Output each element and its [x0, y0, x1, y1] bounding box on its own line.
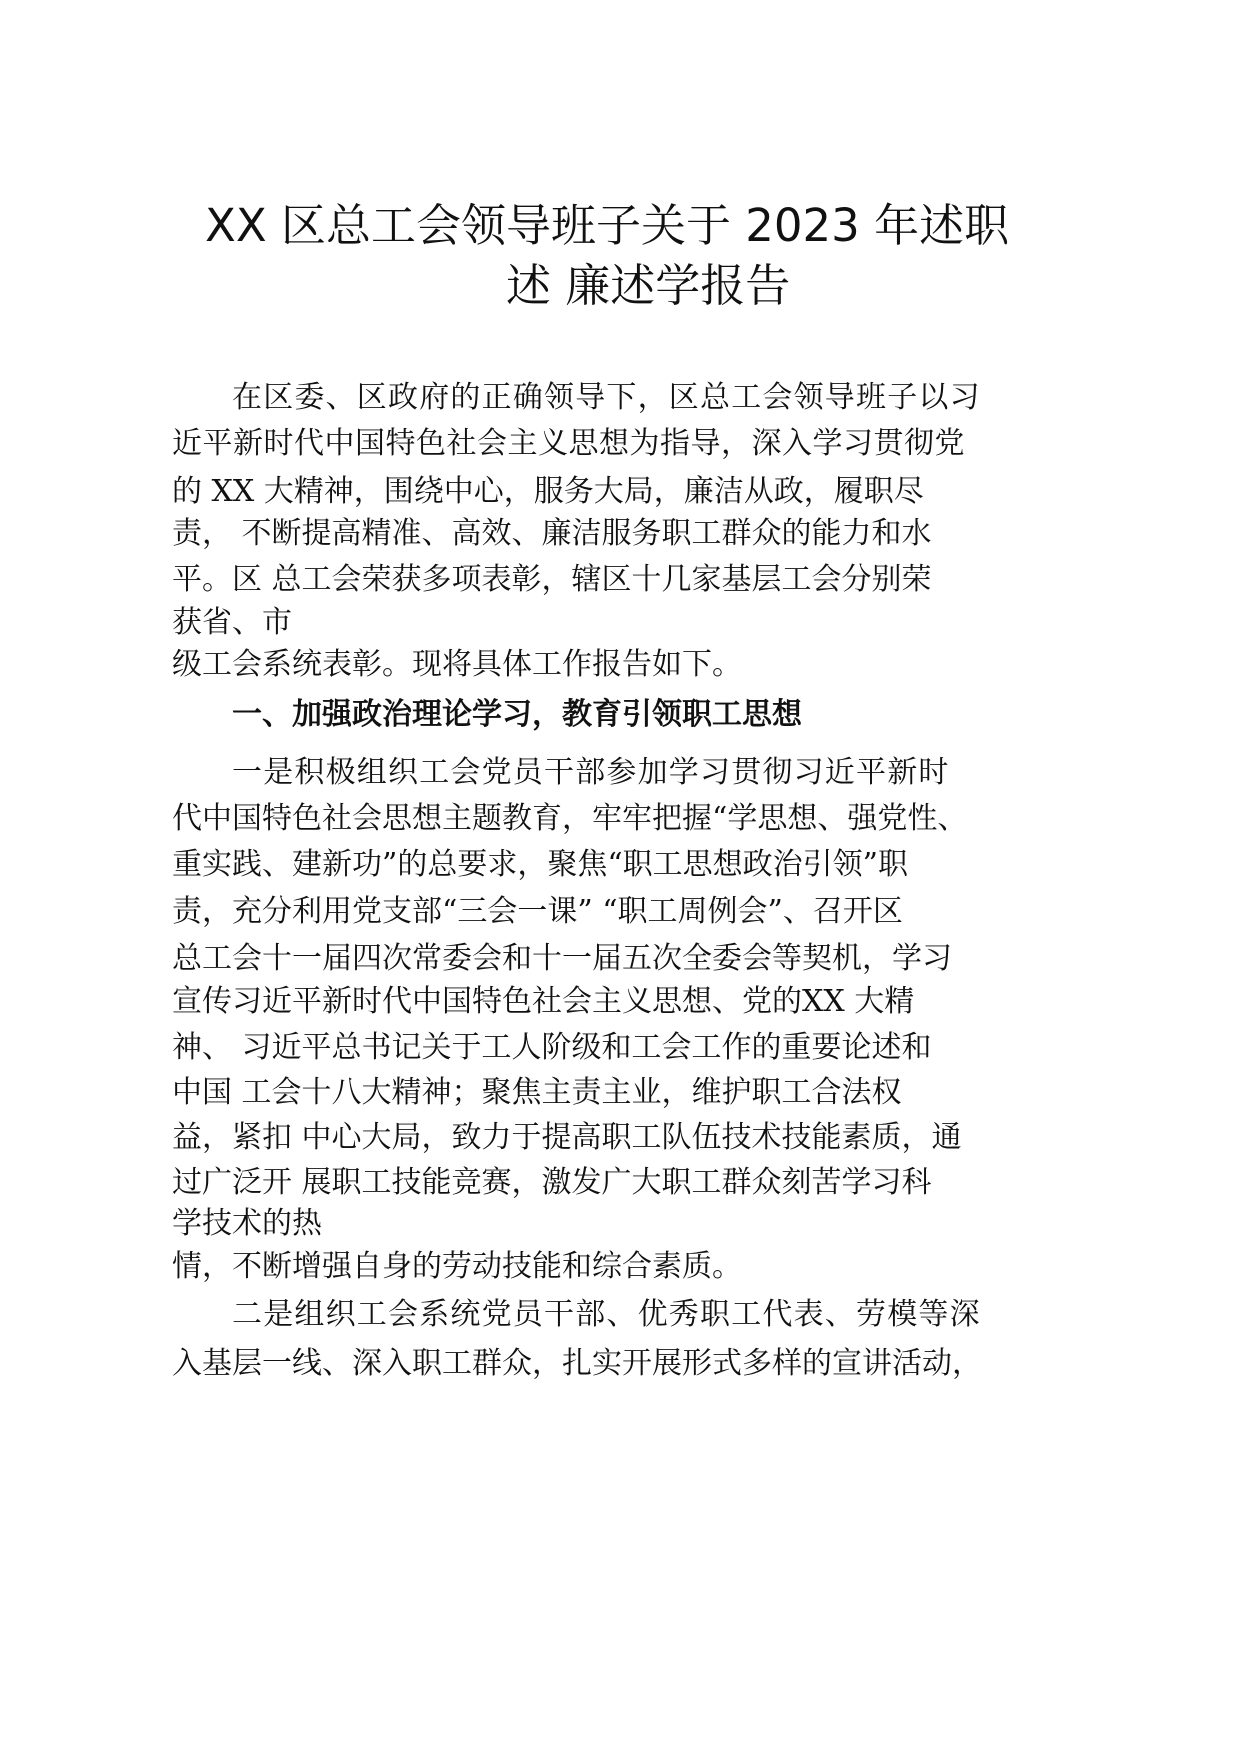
paragraph-line: 宣传习近平新时代中国特色社会主义思想、党的XX 大精 — [172, 984, 915, 1019]
paragraph-line: 在区委、区政府的正确领导下，区总工会领导班子以习 — [232, 380, 981, 415]
paragraph-line: 二是组织工会系统党员干部、优秀职工代表、劳模等深 — [232, 1297, 981, 1332]
paragraph-line: 学技术的热 — [172, 1206, 322, 1241]
paragraph-line: 级工会系统表彰。现将具体工作报告如下。 — [172, 647, 742, 682]
paragraph-line: 益，紧扣 中心大局，致力于提高职工队伍技术技能素质，通 — [172, 1120, 962, 1155]
paragraph-line: 责， 不断提高精准、高效、廉洁服务职工群众的能力和水 — [172, 516, 932, 551]
paragraph-line: 过广泛开 展职工技能竞赛，激发广大职工群众刻苦学习科 — [172, 1165, 932, 1200]
paragraph-line: 总工会十一届四次常委会和十一届五次全委会等契机，学习 — [172, 941, 952, 976]
paragraph-line: 近平新时代中国特色社会主义思想为指导，深入学习贯彻党 — [172, 426, 965, 461]
paragraph-line: 一是积极组织工会党员干部参加学习贯彻习近平新时 — [232, 755, 950, 790]
paragraph-line: 入基层一线、深入职工群众，扎实开展形式多样的宣讲活动， — [172, 1346, 982, 1381]
paragraph-line: 重实践、建新功”的总要求，聚焦“职工思想政治引领”职 — [172, 847, 909, 882]
title-line-1: XX 区总工会领导班子关于 2023 年述职 — [205, 199, 1010, 252]
paragraph-line: 责，充分利用党支部“三会一课” “职工周例会”、召开区 — [172, 894, 903, 929]
paragraph-line: 代中国特色社会思想主题教育，牢牢把握“学思想、强党性、 — [172, 801, 968, 836]
section-heading: 一、加强政治理论学习，教育引领职工思想 — [232, 697, 802, 732]
paragraph-line: 获省、市 — [172, 605, 292, 640]
paragraph-line: 的 XX 大精神，围绕中心，服务大局，廉洁从政，履职尽 — [172, 474, 924, 509]
title-line-2: 述 廉述学报告 — [506, 259, 791, 312]
paragraph-line: 中国 工会十八大精神；聚焦主责主业，维护职工合法权 — [172, 1075, 902, 1110]
paragraph-line: 情，不断增强自身的劳动技能和综合素质。 — [172, 1249, 742, 1284]
paragraph-line: 平。区 总工会荣获多项表彰，辖区十几家基层工会分别荣 — [172, 562, 932, 597]
paragraph-line: 神、 习近平总书记关于工人阶级和工会工作的重要论述和 — [172, 1030, 932, 1065]
